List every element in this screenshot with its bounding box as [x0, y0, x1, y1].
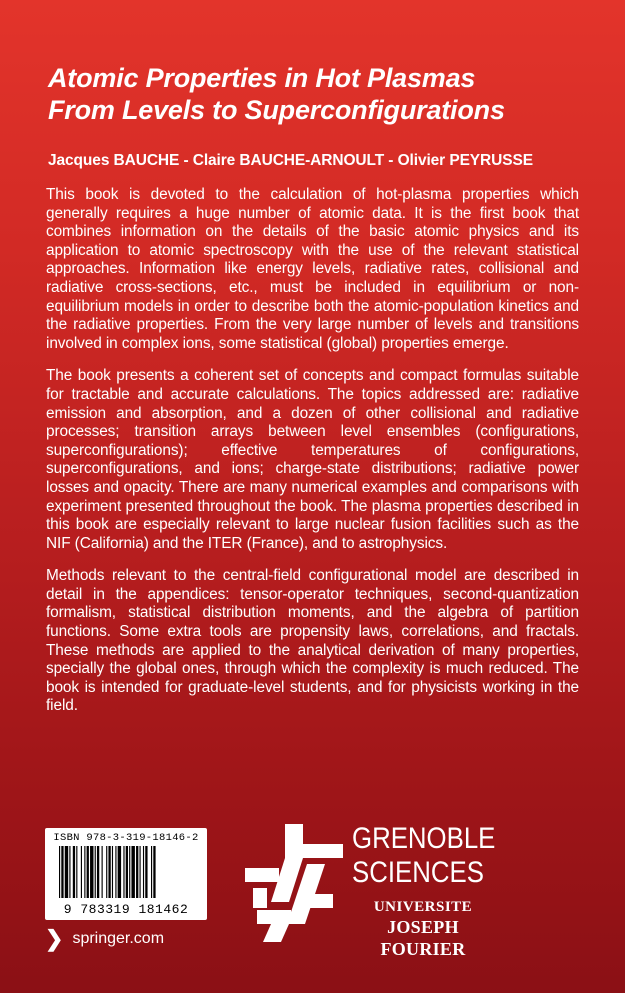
barcode-bar [73, 846, 75, 898]
barcode-bar [81, 846, 82, 898]
barcode-bar [87, 846, 89, 898]
logo-line-2: SCIENCES [352, 856, 484, 889]
university-line-2: JOSEPH FOURIER [380, 917, 466, 959]
blurb-paragraph-2: The book presents a coherent set of concepts and compact formulas suitable for tractable and accurate calculations. The topics addressed are: radiative emission and absorption, and a dozen of other collisional and radiative processes; transition arrays between level ensembles (configurations, superconfigurations); effective temperatures of configurations, superconfigurations, and ions; charge-state distributions; radiative power losses and opacity. There are many numerical examples and comparisons with experiment presented throughout the book. The plasma properties described in this book are especially relevant to large nuclear fusion facilities such as the NIF (California) and the ITER (France), and to astrophysics. [46, 367, 579, 552]
publisher-url: springer.com [72, 930, 165, 947]
barcode-bar [140, 846, 141, 898]
barcode-bar [106, 846, 107, 898]
barcode-bar [136, 846, 138, 898]
barcode-bar [97, 846, 99, 898]
barcode-bar [95, 846, 96, 898]
ean-number: 9 783319 181462 [63, 902, 189, 917]
book-title [48, 62, 608, 126]
grenoble-sciences-logo-icon [245, 824, 343, 942]
barcode-bar [59, 846, 60, 898]
logo-line-1: GRENOBLE [352, 822, 496, 855]
barcode-bar [112, 846, 113, 898]
barcode-bar [108, 846, 110, 898]
barcode-bar [143, 846, 144, 898]
barcode-bar [65, 846, 68, 898]
barcode-bar [102, 846, 103, 898]
university-name [352, 898, 494, 960]
blurb-paragraph-1: This book is devoted to the calculation of hot-plasma properties which generally requires a huge number of atomic data. It is the first book that combines information on the details of the basic atomic physics and its application to atomic spectroscopy with the use of the relevant statistical approaches. Information like energy levels, radiative rates, collisional and radiative cross-sections, etc., must be included in equilibrium or non-equilibrium models in order to describe both the atomic-population kinetics and the radiative properties. From the very large number of levels and transitions involved in complex ions, some statistical (global) properties emerge. [46, 186, 579, 352]
barcode-panel [45, 828, 207, 920]
barcode-bar [129, 846, 130, 898]
barcode-bar [145, 846, 147, 898]
barcode-bar [131, 846, 134, 898]
grenoble-sciences-wordmark [352, 822, 495, 890]
barcode-bar [76, 846, 77, 898]
title-line-1: Atomic Properties in Hot Plasmas [48, 63, 476, 93]
university-line-1: UNIVERSITE [373, 899, 473, 915]
barcode-icon [59, 846, 193, 898]
chevron-right-icon: ❯ [45, 926, 64, 951]
barcode-bar [90, 846, 93, 898]
publisher-link[interactable] [45, 928, 164, 950]
blurb [46, 186, 579, 730]
barcode-bar [61, 846, 63, 898]
authors: Jacques BAUCHE - Claire BAUCHE-ARNOULT - Olivier PEYRUSSE [48, 152, 533, 169]
title-line-2: From Levels to Superconfigurations [48, 95, 505, 125]
barcode-bar [153, 846, 155, 898]
barcode-bar [69, 846, 70, 898]
barcode-bar [126, 846, 128, 898]
blurb-paragraph-3: Methods relevant to the central-field configurational model are described in detail in the appendices: tensor-operator techniques, second-quantization formalism, statistical distribution moments, and the algebra of partition functions. Some extra tools are propensity laws, correlations, and fractals. These methods are applied to the analytical derivation of many properties, specially the global ones, through which the complexity is much reduced. The book is intended for graduate-level students, and for physicists working in the field. [46, 567, 579, 715]
isbn-label: ISBN 978-3-319-18146-2 [53, 832, 199, 844]
barcode-bar [118, 846, 121, 898]
barcode-bar [115, 846, 116, 898]
barcode-bar [123, 846, 124, 898]
barcode-bar [84, 846, 85, 898]
barcode-bar [151, 846, 152, 898]
